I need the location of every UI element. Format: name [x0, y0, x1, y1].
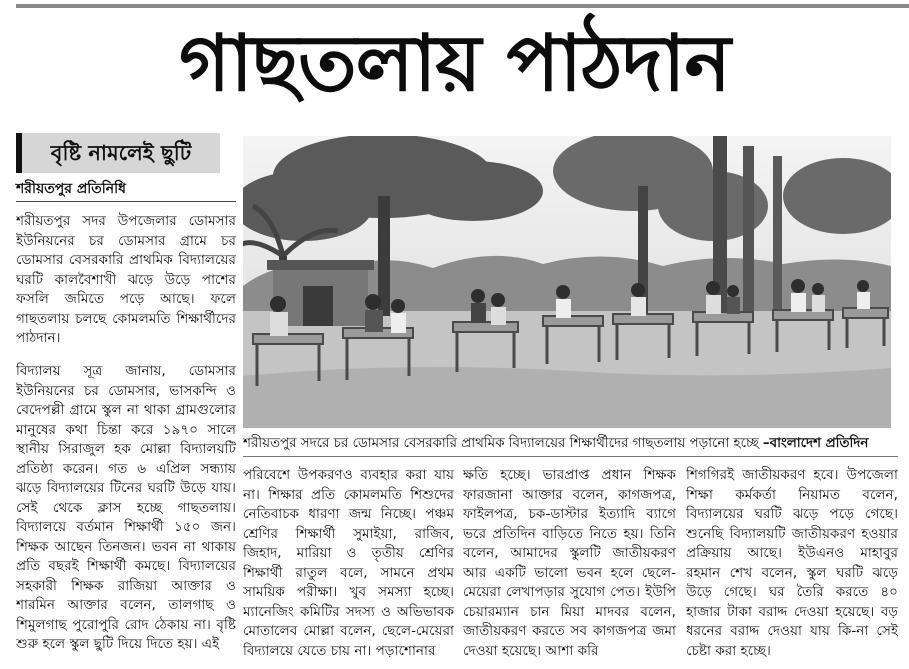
- top-rule: [16, 4, 909, 8]
- caption-text: শরীয়তপুর সদরে চর ডোমসার বেসরকারি প্রাথমিক বিদ্যালয়ের শিক্ষার্থীদের গাছতলায় পড়ানো হচ্ছে: [243, 436, 759, 451]
- photo-credit: –বাংলাদেশ প্রতিদিন: [762, 436, 869, 451]
- column-text: পরিবেশে উপকরণও ব্যবহার করা যায় না। শিক্ষার প্রতি কোমলমতি শিশুদের নেতিবাচক ধারণা জন্ম নিচ্ছে। পঞ্চম শ্রেণির শিক্ষার্থী সুমাইয়া, রাজিব, জিহাদ, মারিয়া ও তৃতীয় শ্রেণির শিক্ষার্থী রাতুল বলে, সামনে প্রথম সাময়িক পরীক্ষা। খুব সমস্যা হচ্ছে। ম্যানেজিং কমিটির সদস্য ও অভিভাবক মোতালেব মোল্লা বলেন, ছেলে-মেয়েরা বিদ্যালয়ে যেতে চায় না। পড়াশোনার: [243, 467, 454, 659]
- photo-caption: [243, 432, 898, 457]
- article-column-2: [243, 466, 454, 664]
- headline: গাছতলায় পাঠদান: [179, 19, 730, 109]
- schoolchildren-under-trees-photo: [243, 136, 891, 428]
- column-text: ক্ষতি হচ্ছে। ভারপ্রাপ্ত প্রধান শিক্ষক ফারজানা আক্তার বলেন, কাগজপত্র, ফাইলপত্র, চক-ডাস্টার ইত্যাদি ব্যাগে ভরে প্রতিদিন বাড়িতে নিতে হয়। তিনি বলেন, আমাদের স্কুলটি জাতীয়করণ আর একটি ভালো ভবন হলে ছেলে-মেয়েরা লেখাপড়ার সুযোগ পেত। ইউপি চেয়ারম্যান চান মিয়া মাদবর বলেন, জাতীয়করণ করতে সব কাগজপত্র জমা দেওয়া হয়েছে। আশা করি: [463, 467, 676, 659]
- article-column-3: [463, 466, 676, 664]
- column-text: বিদ্যালয় সূত্র জানায়, ডোমসার ইউনিয়নের চর ডোমসার, ভাসকন্দি ও বেদেপল্লী গ্রামে স্কুল না থাকা গ্রামগুলোর মানুষের কথা চিন্তা করে ১৯৭০ সালে স্থানীয় সিরাজুল হক মোল্লা বিদ্যালয়টি প্রতিষ্ঠা করেন। গত ৬ এপ্রিল সন্ধ্যায় ঝড়ে বিদ্যালয়ের টিনের ঘরটি উড়ে যায়। সেই থেকে ক্লাস হচ্ছে গাছতলায়। বিদ্যালয়ে বর্তমান শিক্ষার্থী ১৫০ জন। শিক্ষক আছেন তিনজন। ভবন না থাকায় প্রতি বছরই শিক্ষার্থী কমছে। বিদ্যালয়ের সহকারী শিক্ষক রাজিয়া আক্তার ও শারমিন আক্তার বলেন, তালগাছ ও শিমুলগাছ পুরোপুরি রোদ ঠেকায় না। বৃষ্টি শুরু হলে স্কুল ছুটি দিয়ে দিতে হয়। এই: [16, 363, 236, 652]
- byline-divider: [16, 201, 236, 202]
- lead-text: শরীয়তপুর সদর উপজেলার ডোমসার ইউনিয়নের চর ডোমসার গ্রামে চর ডোমসার বেসরকারি প্রাথমিক বিদ্যালয়ের ঘরটি কালবৈশাখী ঝড়ে উড়ে পাশের ফসলি জমিতে পড়ে আছে। ফলে গাছতলায় চলছে কোমলমতি শিক্ষার্থীদের পাঠদান।: [16, 213, 236, 346]
- byline: শরীয়তপুর প্রতিনিধি: [16, 181, 126, 197]
- article-column-4: [686, 466, 898, 664]
- lead-paragraph: [16, 212, 236, 360]
- column-text: শিগগিরই জাতীয়করণ হবে। উপজেলা শিক্ষা কর্মকর্তা নিয়ামত বলেন, বিদ্যালয়ের ঘরটি ঝড়ে পড়ে গেছে। শুনেছি বিদ্যালয়টি জাতীয়করণ হওয়ার প্রক্রিয়ায় আছে। ইউএনও মাহাবুর রহমান শেখ বলেন, স্কুল ঘরটি ঝড়ে উড়ে গেছে। ঘর তৈরি করতে ৪০ হাজার টাকা বরাদ্দ দেওয়া হয়েছে। বড় ধরনের বরাদ্দ দেওয়া যায় কি-না সেই চেষ্টা করা হচ্ছে।: [686, 467, 898, 659]
- subheadline: বৃষ্টি নামলেই ছুটি: [16, 133, 220, 173]
- article-column-1: [16, 362, 236, 664]
